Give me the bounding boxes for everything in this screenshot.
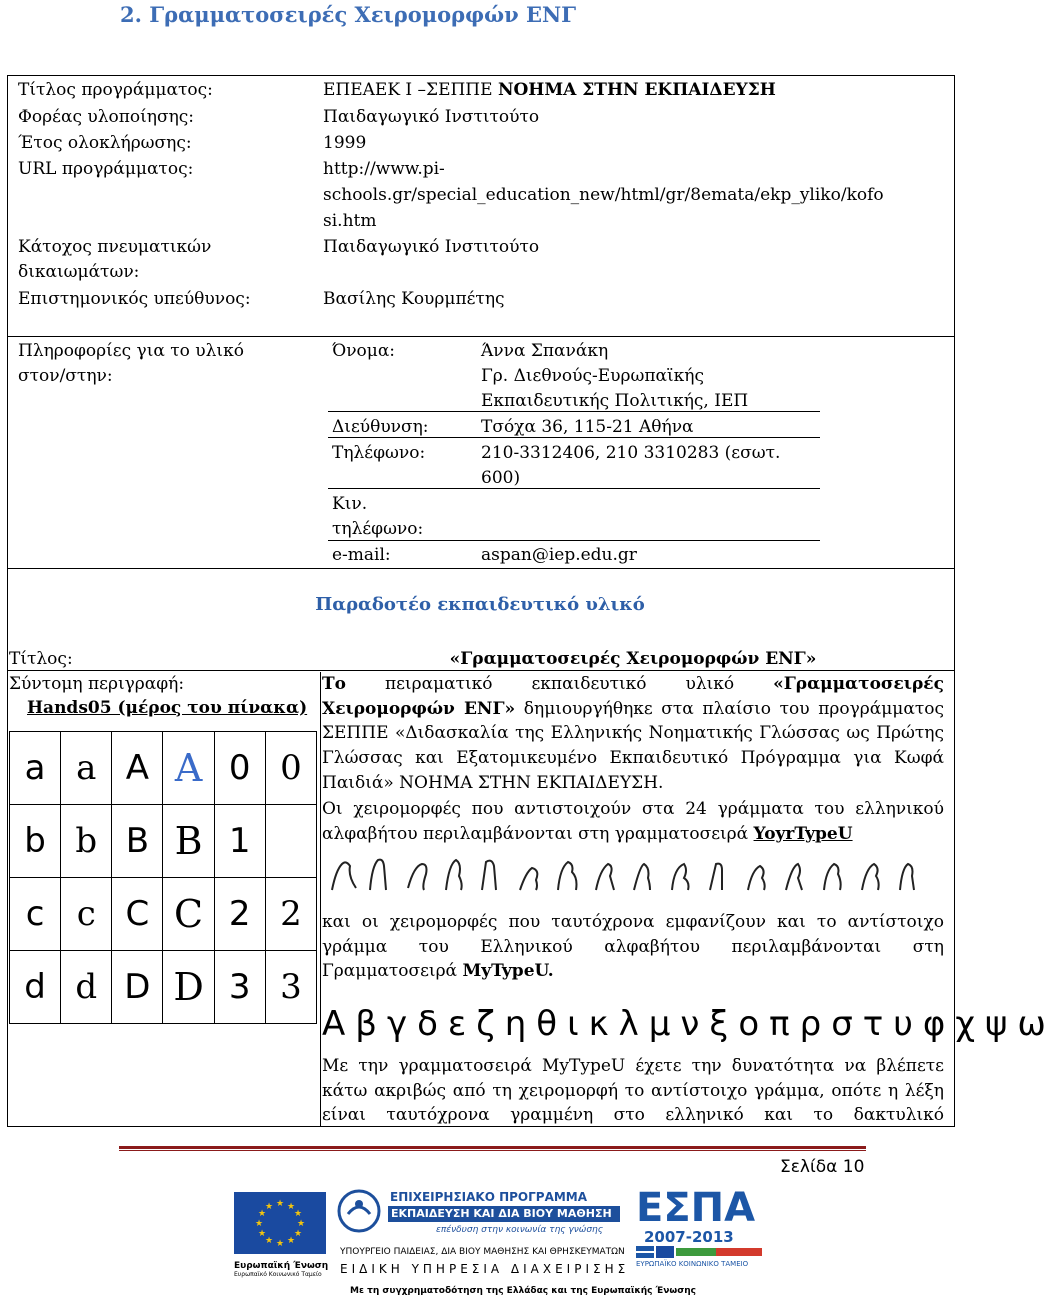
ministry-line-2: ΕΙΔΙΚΗ ΥΠΗΡΕΣΙΑ ΔΙΑΧΕΙΡΙΣΗΣ [340, 1262, 630, 1276]
contact-row-rule [328, 437, 820, 438]
p4-text: Με την γραμματοσειρά MyTypeU έχετε την δυνατότητα να βλέπετε κάτω ακριβώς από τη χειρομορφή το αντίστοιχο γράμμα, οπότε η λέξη είναι ταυτόχρονα γραμμένη στο ελληνικό και το δακτυλικό [322, 1056, 944, 1126]
greek-alphabet-strip: Αβγδεζηθικλμνξοπρστυφχψω [322, 1004, 1056, 1044]
deliverable-title-value: «Γραμματοσειρές Χειρομορφών ΕΝΓ» [449, 649, 817, 669]
description-paragraph-3 [322, 910, 944, 984]
glyph-table [9, 731, 317, 1024]
p1-title: «Γραμματοσειρές Χειρομορφών ΕΝΓ» [322, 674, 944, 719]
contact-name-value: Άννα Σπανάκη [481, 341, 609, 361]
espa-title: ΕΣΠΑ [636, 1185, 756, 1231]
p3-text: και οι χειρομορφές που ταυτόχρονα εμφανίζουν και το αντίστοιχο γράμμα του Ελληνικού αλφαβήτου περιλαμβάνονται στη Γραμματοσειρά [322, 912, 944, 982]
glyph-cell: D [112, 951, 163, 1024]
glyph-cell: d [10, 951, 61, 1024]
svg-text:★: ★ [257, 1229, 267, 1239]
glyph-row-c [10, 878, 317, 951]
glyph-cell: A [112, 732, 163, 805]
espa-caption: ΕΥΡΩΠΑΪΚΟ ΚΟΙΝΩΝΙΚΟ ΤΑΜΕΙΟ [636, 1260, 749, 1268]
glyph-cell: B [112, 805, 163, 878]
op-line-2: ΕΚΠΑΙΔΕΥΣΗ ΚΑΙ ΔΙΑ ΒΙΟΥ ΜΑΘΗΣΗ [388, 1206, 620, 1222]
glyph-cell: 3 [214, 951, 265, 1024]
glyph-row-a [10, 732, 317, 805]
program-url-line1[interactable]: http://www.pi- [323, 159, 445, 179]
glyph-cell: A [163, 732, 214, 805]
glyph-cell: D [163, 951, 214, 1024]
svg-text:★: ★ [264, 1236, 274, 1246]
table-border-top [7, 75, 954, 76]
program-url-line2[interactable]: schools.gr/special_education_new/html/gr/8emata/ekp_yliko/kofo [323, 185, 884, 205]
p1-rest: δημιουργήθηκε στα πλαίσιο του προγράμματος ΣΕΠΠΕ «Διδασκαλία της Ελληνικής Νοηματικής Γλώσσας ως Πρώτης Γλώσσας και Εξατομικευμένο Εκπαιδευτικό Πρόγραμμα για Κωφά Παιδιά» ΝΟΗΜΑ ΣΤΗΝ ΕΚΠΑΙΔΕΥΣΗ. [322, 698, 944, 793]
svg-text:★: ★ [275, 1239, 285, 1249]
glyph-cell: a [10, 732, 61, 805]
table-divider [7, 568, 954, 569]
p1-text: πειραματικό εκπαιδευτικό υλικό [346, 674, 774, 694]
svg-text:★: ★ [293, 1229, 303, 1239]
p2-text: Οι χειρομορφές που αντιστοιχούν στα 24 γράμματα του ελληνικού αλφαβήτου περιλαμβάνονται στη γραμματοσειρά [322, 799, 944, 844]
contact-address-value: Τσόχα 36, 115-21 Αθήνα [481, 417, 694, 437]
description-paragraph-1 [322, 672, 944, 796]
rights-holder-label-2: δικαιωμάτων: [18, 262, 140, 282]
contact-row-rule [328, 540, 820, 541]
svg-text:★: ★ [275, 1199, 285, 1209]
glyph-cell: 1 [214, 805, 265, 878]
completion-year-value: 1999 [323, 133, 367, 153]
mytypeu-name: MyTypeU. [462, 961, 554, 982]
handshape-strip-icon [322, 850, 922, 900]
op-emblem-icon [336, 1188, 382, 1234]
deliverable-title-label: Τίτλος: [9, 649, 73, 669]
glyph-cell: d [61, 951, 112, 1024]
op-logo [336, 1188, 626, 1244]
contact-role-line2: Εκπαιδευτικής Πολιτικής, ΙΕΠ [481, 391, 749, 411]
glyph-cell: 2 [214, 878, 265, 951]
svg-text:★: ★ [286, 1202, 296, 1212]
summary-label: Σύντομη περιγραφή: [9, 674, 185, 694]
glyph-row-b [10, 805, 317, 878]
footer-rule [119, 1146, 866, 1149]
glyph-cell: a [61, 732, 112, 805]
program-url-label: URL προγράμματος: [18, 159, 194, 179]
completion-year-label: Έτος ολοκλήρωσης: [18, 133, 192, 153]
description-paragraph-4 [322, 1054, 944, 1126]
table-divider [7, 336, 954, 337]
glyph-cell [265, 805, 316, 878]
ministry-line-1: ΥΠΟΥΡΓΕΙΟ ΠΑΙΔΕΙΑΣ, ΔΙΑ ΒΙΟΥ ΜΑΘΗΣΗΣ ΚΑΙ ΘΡΗΣΚΕΥΜΑΤΩΝ [340, 1247, 625, 1257]
glyph-cell: 0 [214, 732, 265, 805]
scientific-lead-label: Επιστημονικός υπεύθυνος: [18, 289, 251, 309]
contact-name-label: Όνομα: [332, 341, 396, 361]
svg-text:★: ★ [296, 1219, 306, 1229]
program-title-value [323, 77, 776, 103]
section-heading: 2. Γραμματοσειρές Χειρομορφών ΕΝΓ [120, 2, 577, 27]
glyph-cell: b [61, 805, 112, 878]
eu-caption-1: Ευρωπαϊκή Ένωση [234, 1261, 329, 1271]
program-title-prefix: ΕΠΕΑΕΚ Ι –ΣΕΠΠΕ [323, 80, 498, 100]
contact-section-label-2: στον/στην: [18, 366, 113, 386]
contact-email-label: e-mail: [332, 545, 391, 565]
contact-address-label: Διεύθυνση: [332, 417, 429, 437]
espa-logo [636, 1185, 762, 1280]
description-column-rule [320, 672, 321, 1126]
glyph-cell: B [163, 805, 214, 878]
contact-mobile-label-1: Κιν. [332, 494, 368, 514]
glyph-cell: 2 [265, 878, 316, 951]
description-paragraph-2 [322, 797, 944, 846]
contact-role-line1: Γρ. Διεθνούς-Ευρωπαϊκής [481, 366, 705, 386]
espa-years: 2007-2013 [644, 1228, 734, 1246]
glyph-cell: c [10, 878, 61, 951]
contact-phone-label: Τηλέφωνο: [332, 443, 426, 463]
flags-icon [636, 1246, 762, 1258]
program-title-label: Τίτλος προγράμματος: [18, 80, 213, 100]
yoyrtypeu-link[interactable]: YoyrTypeU [753, 823, 853, 844]
glyph-table-caption: Hands05 (μέρος του πίνακα) [27, 698, 308, 718]
svg-text:★: ★ [293, 1209, 303, 1219]
program-url-line3[interactable]: si.htm [323, 211, 377, 231]
eu-caption-2: Ευρωπαϊκό Κοινωνικό Ταμείο [234, 1271, 322, 1278]
contact-email-value[interactable]: aspan@iep.edu.gr [481, 545, 637, 565]
svg-text:★: ★ [254, 1219, 264, 1229]
glyph-cell: C [163, 878, 214, 951]
rights-holder-value: Παιδαγωγικό Ινστιτούτο [323, 237, 540, 257]
contact-row-rule [328, 488, 820, 489]
contact-phone-value-2: 600) [481, 468, 521, 488]
glyph-row-d [10, 951, 317, 1024]
contact-section-label-1: Πληροφορίες για το υλικό [18, 341, 244, 361]
glyph-cell: 0 [265, 732, 316, 805]
glyph-cell: 3 [265, 951, 316, 1024]
eu-logo [234, 1192, 329, 1278]
contact-row-rule [328, 411, 820, 412]
contact-phone-value-1: 210-3312406, 210 3310283 (εσωτ. [481, 443, 781, 463]
program-title-name: ΝΟΗΜΑ ΣΤΗΝ ΕΚΠΑΙΔΕΥΣΗ [497, 80, 776, 100]
page-number: Σελίδα 10 [780, 1157, 865, 1177]
scientific-lead-value: Βασίλης Κουρμπέτης [323, 289, 505, 309]
svg-text:★: ★ [286, 1236, 296, 1246]
deliverable-section-title: Παραδοτέο εκπαιδευτικό υλικό [315, 594, 645, 615]
eu-flag-icon [234, 1192, 326, 1254]
svg-text:★: ★ [264, 1202, 274, 1212]
contact-mobile-label-2: τηλέφωνο: [332, 519, 424, 539]
op-line-1: ΕΠΙΧΕΙΡΗΣΙΑΚΟ ΠΡΟΓΡΑΜΜΑ [390, 1190, 588, 1204]
cofunding-note: Με τη συγχρηματοδότηση της Ελλάδας και της Ευρωπαϊκής Ένωσης [350, 1286, 696, 1296]
implementing-body-label: Φορέας υλοποίησης: [18, 107, 195, 127]
p1-lead: Το [322, 674, 346, 694]
svg-text:★: ★ [257, 1209, 267, 1219]
rights-holder-label-1: Κάτοχος πνευματικών [18, 237, 212, 257]
glyph-cell: c [61, 878, 112, 951]
implementing-body-value: Παιδαγωγικό Ινστιτούτο [323, 107, 540, 127]
footer-rule-thin [119, 1150, 866, 1151]
glyph-cell: b [10, 805, 61, 878]
op-line-3: επένδυση στην κοινωνία της γνώσης [436, 1225, 604, 1235]
glyph-cell: C [112, 878, 163, 951]
